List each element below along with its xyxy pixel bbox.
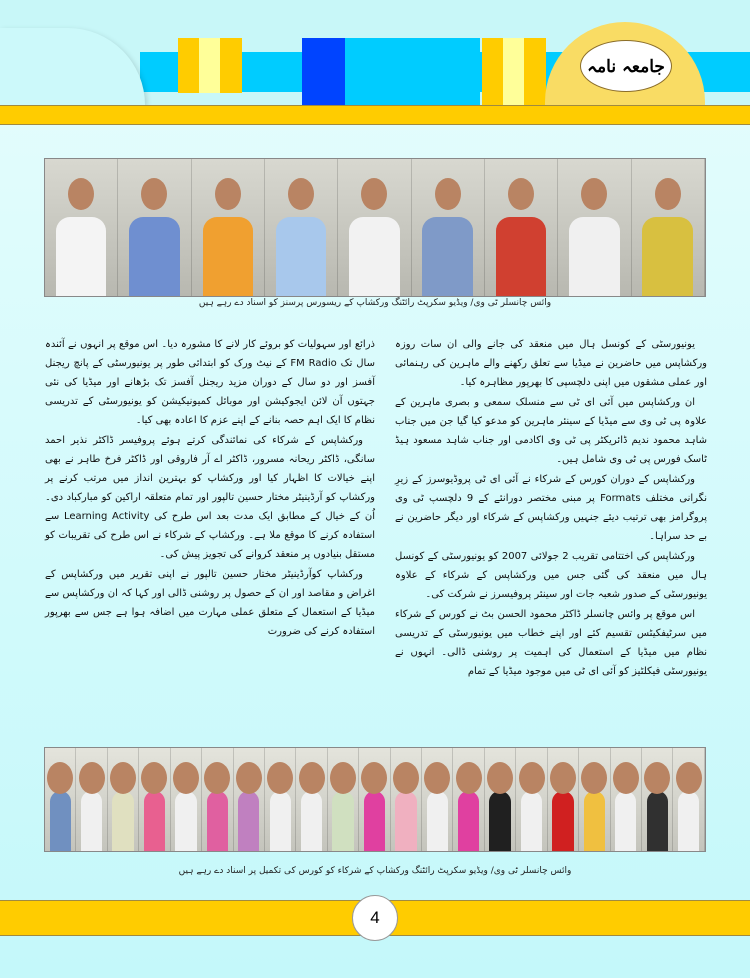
person	[558, 159, 631, 296]
person	[234, 748, 265, 851]
paragraph: ورکشاپس کی اختتامی تقریب 2 جولائی 2007 کو یونیورسٹی کے کونسل ہال میں منعقد کی گئی جس میں ورکشاپس کے شرکاء کے علاوہ یونیورسٹی کے صدور شعبہ جات اور سینئر پروفیسرز نے شرکت کی۔	[395, 551, 707, 600]
person	[642, 748, 673, 851]
header-blue-block	[302, 38, 345, 105]
person	[45, 748, 76, 851]
paragraph: اس موقع پر وائس چانسلر ڈاکٹر محمود الحسن بٹ نے کورس کے شرکاء میں سرٹیفکیٹس تقسیم کئے اور اپنے خطاب میں یونیورسٹی کے تدریسی نظام میں میڈیا کے استعمال کی اہمیت پر روشنی ڈالی۔ انہوں نے یونیورسٹی فیکلٹیز کو آئی ای ٹی میں موجود میڈیا کے تمام	[395, 609, 707, 677]
paragraph: ورکشاپس کے شرکاء کی نمائندگی کرتے ہوئے پروفیسر ڈاکٹر نذیر احمد سانگی، ڈاکٹر ریحانہ مسرور، ڈاکٹر اے آر فاروقی اور ڈاکٹر فرخ طاہر نے بھی اپنے خیالات کا اظہار کیا اور ورکشاپ کو بہترین انداز میں مرتب کرنے پر ورکشاپ کو آرڈینیٹر مختار حسین تالپور اور تمام متعلقہ اراکین کو مبارکباد دی۔ اُن کے خیال کے مطابق ایک مدت بعد اس طرح کی Learning Activity سے استفادہ کرنے کا موقع ملا ہے۔ ورکشاپ کے شرکاء نے اس طرح کی تقریبات کو مستقل بنیادوں پر منعقد کروانے کی تجویز پیش کی۔	[45, 435, 375, 560]
header-cyan-block	[345, 38, 480, 105]
person	[265, 159, 338, 296]
person	[171, 748, 202, 851]
photo-resource-persons	[44, 158, 706, 297]
person	[453, 748, 484, 851]
person	[296, 748, 327, 851]
header-band	[0, 105, 750, 125]
paragraph: ورکشاپ کوآرڈینیٹر مختار حسین تالپور نے اپنی تقریر میں ورکشاپس کے اغراض و مقاصد اور ان کے حصول پر روشنی ڈالی اور کہا کہ ان ورکشاپس سے میڈیا کے استعمال کے متعلق عملی مہارت میں اضافہ ہوا ہے جس سے بھرپور استفادہ کرنے کی ضرورت	[45, 569, 375, 637]
person	[192, 159, 265, 296]
person	[516, 748, 547, 851]
paragraph: ورکشاپس کے دوران کورس کے شرکاء نے آئی ای ٹی پروڈیوسرز کے زیرِ نگرانی مختلف Formats پر مبنی مختصر دورانئے کے 9 دلچسپ ٹی وی پروگرامز بھی ترتیب دیئے جنہیں ورکشاپس کے شرکاء اور دیگر حاضرین نے بے حد سراہا۔	[395, 474, 707, 542]
person	[359, 748, 390, 851]
person	[118, 159, 191, 296]
person	[485, 159, 558, 296]
person	[632, 159, 705, 296]
person	[412, 159, 485, 296]
person	[45, 159, 118, 296]
person	[579, 748, 610, 851]
right-column	[395, 335, 707, 681]
person	[338, 159, 411, 296]
photo-caption: وائس چانسلر ٹی وی/ ویڈیو سکرپٹ رائٹنگ ورکشاپ کے ریسورس پرسنز کو اسناد دے رہے ہیں	[198, 298, 552, 308]
left-column	[45, 335, 375, 641]
header-stripe-block	[482, 38, 546, 105]
person	[108, 748, 139, 851]
person	[485, 748, 516, 851]
person	[328, 748, 359, 851]
paragraph: ذرائع اور سہولیات کو بروئے کار لانے کا مشورہ دیا۔ اس موقع پر انہوں نے آئندہ سال تک FM Radio کے نیٹ ورک کو ابتدائی طور پر یونیورسٹی کے پانچ ریجنل آفسز اور دو سال کے دوران مزید ریجنل آفسز تک بڑھانے اور میڈیا کی نئی جہتوں آن لائن ایجوکیشن اور موبائل کمیونیکیشن کو یونیورسٹی کے تدریسی نظام کا ایک اہم حصہ بنانے کے اپنے عزم کا اعادہ بھی کیا۔	[45, 339, 375, 426]
page-number: 4	[352, 895, 398, 941]
person	[139, 748, 170, 851]
paragraph: یونیورسٹی کے کونسل ہال میں منعقد کی جانے والی ان سات روزہ ورکشاپس میں حاضرین نے میڈیا سے تعلق رکھنے والے ماہرین کی رہنمائی اور عملی مشقوں میں اپنی دلچسپی کا بھرپور مظاہرہ کیا۔	[395, 339, 707, 388]
person	[391, 748, 422, 851]
person	[265, 748, 296, 851]
masthead-logo: جامعہ نامہ	[580, 40, 672, 92]
photo-participants	[44, 747, 706, 852]
person	[548, 748, 579, 851]
person	[673, 748, 704, 851]
header-stripe-block	[178, 38, 242, 93]
paragraph: ان ورکشاپس میں آئی ای ٹی سے منسلک سمعی و بصری ماہرین کے علاوہ پی ٹی وی سے میڈیا کے سینئر ماہرین کو مدعو کیا گیا جن میں جناب شاہد محمود ندیم ڈائریکٹر پی ٹی وی اکادمی اور جناب شاہد مسعود ہیڈ ٹاسک فورس پی ٹی وی شامل ہیں۔	[395, 397, 707, 465]
person	[202, 748, 233, 851]
person	[611, 748, 642, 851]
person	[76, 748, 107, 851]
person	[422, 748, 453, 851]
photo-caption: وائس چانسلر ٹی وی/ ویڈیو سکرپٹ رائٹنگ ورکشاپ کے شرکاء کو کورس کی تکمیل پر اسناد دے رہے ہیں	[178, 866, 572, 876]
